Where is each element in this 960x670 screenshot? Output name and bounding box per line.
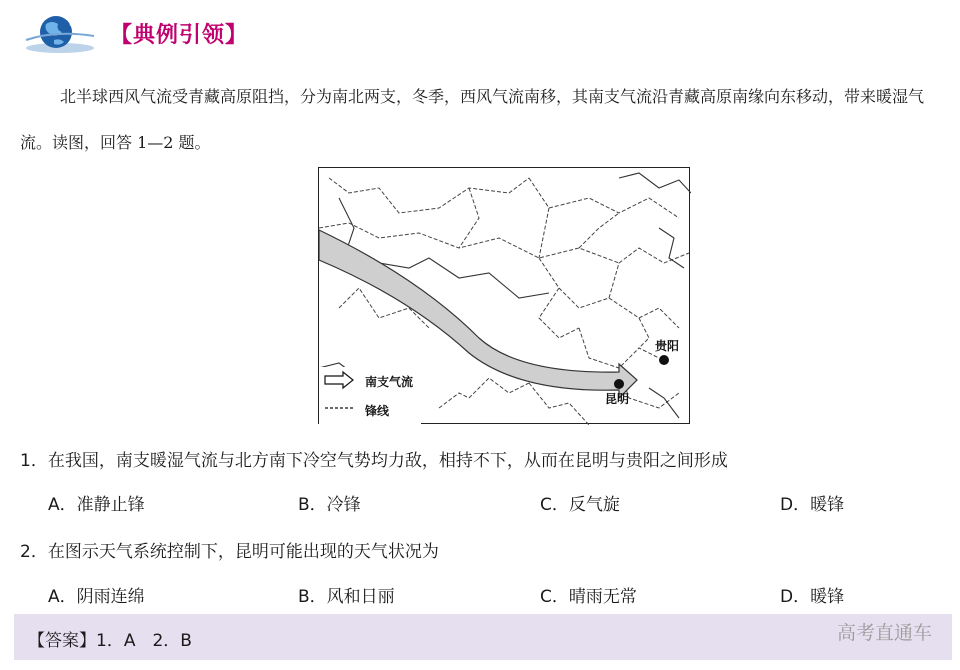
answer-box [14, 614, 952, 660]
question-2-stem: 2．在图示天气系统控制下，昆明可能出现的天气状况为 [20, 542, 439, 562]
intro-paragraph: 北半球西风气流受青藏高原阻挡，分为南北两支，冬季，西风气流南移，其南支气流沿青藏高原南缘向东移动，带来暖湿气流。读图，回答 1—2 题。 [20, 87, 925, 152]
question-1-option-d: D．暖锋 [780, 495, 845, 515]
answer-text: 【答案】1．A 2．B [28, 631, 192, 651]
question-1-stem: 1．在我国，南支暖湿气流与北方南下冷空气势均力敌，相持不下，从而在昆明与贵阳之间形成 [20, 451, 728, 471]
legend-front-label: 锋线 [365, 404, 390, 418]
guiyang-dot [659, 355, 669, 365]
kunming-dot [614, 379, 624, 389]
legend-arrow-label: 南支气流 [365, 375, 414, 389]
question-1-option-a: A．准静止锋 [48, 495, 145, 515]
city-label-guiyang: 贵阳 [655, 339, 680, 353]
section-header [18, 8, 418, 54]
city-label-kunming: 昆明 [605, 392, 630, 406]
watermark: 高考直通车 [836, 622, 932, 644]
question-2-option-a: A．阴雨连绵 [48, 587, 145, 607]
question-1-option-b: B．冷锋 [298, 495, 361, 515]
question-2-option-c: C．晴雨无常 [540, 587, 637, 607]
question-2-option-d: D．暖锋 [780, 587, 845, 607]
map-figure [318, 167, 690, 424]
section-title: 【典例引领】 [110, 23, 249, 48]
globe-icon [24, 10, 96, 54]
question-1-option-c: C．反气旋 [540, 495, 620, 515]
question-2-option-b: B．风和日丽 [298, 587, 395, 607]
